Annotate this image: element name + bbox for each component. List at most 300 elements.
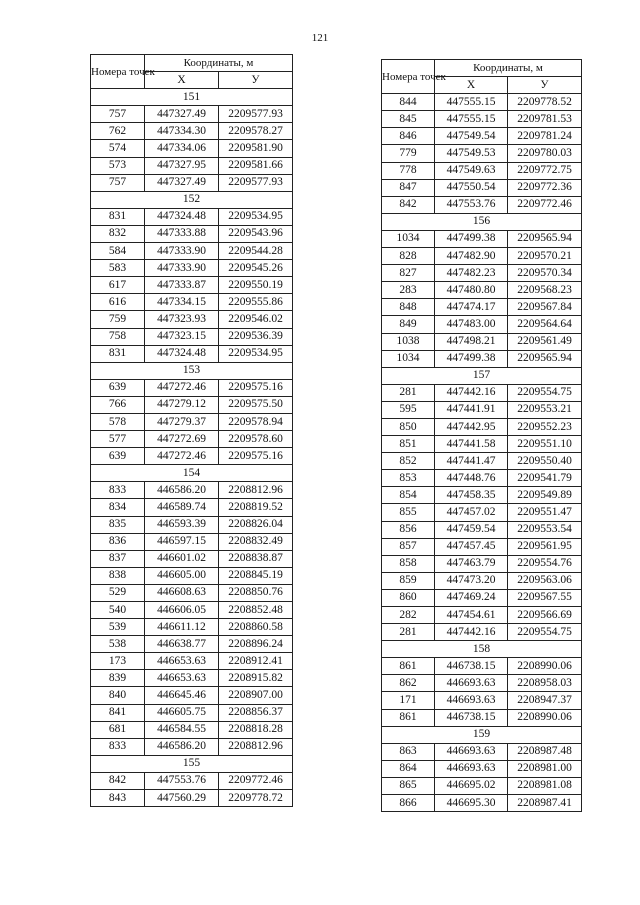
coord-x: 447483.00	[435, 316, 508, 333]
point-number: 1034	[382, 350, 435, 367]
coord-x: 446738.15	[435, 658, 508, 675]
table-row	[382, 384, 582, 401]
coord-y: 2208987.48	[508, 743, 582, 760]
table-row	[382, 265, 582, 282]
table-row	[91, 413, 293, 430]
point-number: 847	[382, 179, 435, 196]
coord-y: 2209550.40	[508, 453, 582, 470]
coord-y: 2209553.21	[508, 401, 582, 418]
table-row	[91, 533, 293, 550]
area-group-row	[91, 755, 293, 772]
table-row	[91, 482, 293, 499]
table-row	[382, 572, 582, 589]
table-row	[91, 567, 293, 584]
coord-y: 2209543.96	[219, 225, 293, 242]
point-number: 860	[382, 589, 435, 606]
coord-x: 447457.02	[435, 504, 508, 521]
coord-x: 446653.63	[145, 653, 219, 670]
coord-x: 447499.38	[435, 230, 508, 247]
point-number: 1038	[382, 333, 435, 350]
coord-x: 447458.35	[435, 487, 508, 504]
coord-x: 446645.46	[145, 687, 219, 704]
point-number: 854	[382, 487, 435, 504]
coord-y: 2209772.75	[508, 162, 582, 179]
table-row	[382, 470, 582, 487]
coord-y: 2209578.27	[219, 123, 293, 140]
coord-y: 2209549.89	[508, 487, 582, 504]
table-row	[382, 743, 582, 760]
point-number: 779	[382, 145, 435, 162]
coord-y: 2209781.53	[508, 111, 582, 128]
area-group-row	[91, 89, 293, 106]
coord-y: 2208838.87	[219, 550, 293, 567]
area-group-row	[91, 191, 293, 208]
table-row	[91, 311, 293, 328]
table-row	[382, 230, 582, 247]
coord-x: 447499.38	[435, 350, 508, 367]
point-number: 848	[382, 299, 435, 316]
coord-x: 446584.55	[145, 721, 219, 738]
coord-x: 446695.02	[435, 777, 508, 794]
coord-x: 447549.53	[435, 145, 508, 162]
coord-x: 447480.80	[435, 282, 508, 299]
point-number: 852	[382, 453, 435, 470]
coord-x: 446693.63	[435, 760, 508, 777]
left-table-body	[91, 89, 293, 807]
coord-y: 2209553.54	[508, 521, 582, 538]
table-row	[382, 624, 582, 641]
coord-x: 447482.90	[435, 248, 508, 265]
table-row	[91, 243, 293, 260]
coord-y: 2209581.90	[219, 140, 293, 157]
coord-y: 2209534.95	[219, 345, 293, 362]
table-row	[91, 345, 293, 362]
coord-y: 2209577.93	[219, 106, 293, 123]
table-row	[382, 436, 582, 453]
coord-x: 446606.05	[145, 602, 219, 619]
point-number: 283	[382, 282, 435, 299]
coord-y: 2208856.37	[219, 704, 293, 721]
coord-x: 446693.63	[435, 675, 508, 692]
point-number: 681	[91, 721, 145, 738]
point-number: 828	[382, 248, 435, 265]
coord-x: 447448.76	[435, 470, 508, 487]
coord-x: 447272.46	[145, 379, 219, 396]
coord-x: 447553.76	[435, 196, 508, 213]
table-row	[382, 795, 582, 812]
coord-x: 446653.63	[145, 670, 219, 687]
coord-x: 447474.17	[435, 299, 508, 316]
coord-x: 447333.90	[145, 243, 219, 260]
table-row	[382, 418, 582, 435]
area-group-row	[382, 726, 582, 743]
coord-y: 2208845.19	[219, 567, 293, 584]
coord-y: 2209570.21	[508, 248, 582, 265]
coord-y: 2208826.04	[219, 516, 293, 533]
coord-y: 2209577.93	[219, 174, 293, 191]
point-number: 840	[91, 687, 145, 704]
coord-x: 447549.63	[435, 162, 508, 179]
coord-y: 2208812.96	[219, 738, 293, 755]
coord-x: 447333.90	[145, 260, 219, 277]
area-number: 157	[382, 367, 582, 384]
coord-y: 2208947.37	[508, 692, 582, 709]
area-group-row	[91, 362, 293, 379]
coord-y: 2209772.46	[219, 772, 293, 789]
coord-y: 2209554.75	[508, 624, 582, 641]
coord-x: 447442.16	[435, 384, 508, 401]
point-number: 841	[91, 704, 145, 721]
table-row	[91, 106, 293, 123]
coord-x: 447473.20	[435, 572, 508, 589]
table-row	[382, 299, 582, 316]
point-number: 827	[382, 265, 435, 282]
coord-y: 2208850.76	[219, 584, 293, 601]
point-number: 281	[382, 384, 435, 401]
table-row	[382, 675, 582, 692]
coord-y: 2209551.10	[508, 436, 582, 453]
coord-y: 2208912.41	[219, 653, 293, 670]
table-row	[382, 538, 582, 555]
point-number: 578	[91, 413, 145, 430]
table-row	[91, 584, 293, 601]
coord-y: 2208981.00	[508, 760, 582, 777]
coord-x: 447441.91	[435, 401, 508, 418]
table-row	[91, 174, 293, 191]
coord-y: 2208812.96	[219, 482, 293, 499]
area-group-row	[382, 213, 582, 230]
point-number: 839	[91, 670, 145, 687]
coord-x: 446593.39	[145, 516, 219, 533]
point-number: 846	[382, 128, 435, 145]
table-row	[382, 94, 582, 111]
coord-x: 447498.21	[435, 333, 508, 350]
table-row	[91, 636, 293, 653]
table-row	[91, 379, 293, 396]
coord-x: 447555.15	[435, 111, 508, 128]
coord-x: 446589.74	[145, 499, 219, 516]
coord-x: 447454.61	[435, 607, 508, 624]
coord-x: 446601.02	[145, 550, 219, 567]
coord-x: 447333.87	[145, 277, 219, 294]
point-number: 173	[91, 653, 145, 670]
coord-x: 447442.16	[435, 624, 508, 641]
coord-y: 2209552.23	[508, 418, 582, 435]
coord-x: 447550.54	[435, 179, 508, 196]
point-number: 865	[382, 777, 435, 794]
right-table-body	[382, 94, 582, 812]
point-number: 584	[91, 243, 145, 260]
table-row	[91, 208, 293, 225]
coord-y: 2209555.86	[219, 294, 293, 311]
point-number: 864	[382, 760, 435, 777]
coord-x: 446605.75	[145, 704, 219, 721]
table-row	[91, 738, 293, 755]
coord-x: 447324.48	[145, 208, 219, 225]
coord-y: 2209565.94	[508, 350, 582, 367]
table-row	[382, 401, 582, 418]
coord-x: 447327.95	[145, 157, 219, 174]
coord-x: 447463.79	[435, 555, 508, 572]
point-number: 836	[91, 533, 145, 550]
area-number: 155	[91, 755, 293, 772]
coord-x: 447323.93	[145, 311, 219, 328]
coord-x: 447324.48	[145, 345, 219, 362]
coord-y: 2209561.95	[508, 538, 582, 555]
coord-y: 2209554.75	[508, 384, 582, 401]
point-number: 831	[91, 208, 145, 225]
point-number: 757	[91, 174, 145, 191]
coord-x: 447441.58	[435, 436, 508, 453]
area-group-row	[382, 641, 582, 658]
table-row	[382, 282, 582, 299]
area-number: 152	[91, 191, 293, 208]
point-number: 844	[382, 94, 435, 111]
area-number: 156	[382, 213, 582, 230]
coord-y: 2208987.41	[508, 795, 582, 812]
table-row	[382, 316, 582, 333]
table-row	[91, 277, 293, 294]
coord-x: 447469.24	[435, 589, 508, 606]
coord-x: 446611.12	[145, 619, 219, 636]
point-number: 617	[91, 277, 145, 294]
coord-x: 447272.69	[145, 431, 219, 448]
table-row	[382, 179, 582, 196]
coord-x: 446738.15	[435, 709, 508, 726]
coord-y: 2208896.24	[219, 636, 293, 653]
header-coordinates: Координаты, м	[145, 55, 293, 72]
coord-y: 2209536.39	[219, 328, 293, 345]
point-number: 759	[91, 311, 145, 328]
coord-y: 2209778.72	[219, 790, 293, 807]
point-number: 595	[382, 401, 435, 418]
coord-x: 447334.15	[145, 294, 219, 311]
point-number: 778	[382, 162, 435, 179]
area-group-row	[382, 367, 582, 384]
point-number: 861	[382, 709, 435, 726]
coord-y: 2209551.47	[508, 504, 582, 521]
area-number: 153	[91, 362, 293, 379]
table-row	[91, 790, 293, 807]
coord-x: 447442.95	[435, 418, 508, 435]
table-row	[382, 521, 582, 538]
point-number: 833	[91, 482, 145, 499]
coordinates-table-left	[90, 54, 293, 807]
coord-y: 2209545.26	[219, 260, 293, 277]
point-number: 577	[91, 431, 145, 448]
coord-y: 2209550.19	[219, 277, 293, 294]
coord-y: 2208907.00	[219, 687, 293, 704]
coord-y: 2209563.06	[508, 572, 582, 589]
coord-y: 2209575.16	[219, 379, 293, 396]
coord-x: 447334.06	[145, 140, 219, 157]
coord-y: 2209564.64	[508, 316, 582, 333]
coord-y: 2209546.02	[219, 311, 293, 328]
header-point-numbers: Номера точек	[382, 60, 435, 94]
point-number: 574	[91, 140, 145, 157]
table-row	[382, 145, 582, 162]
coord-x: 447334.30	[145, 123, 219, 140]
coord-x: 446608.63	[145, 584, 219, 601]
coord-x: 447333.88	[145, 225, 219, 242]
header-y: У	[508, 77, 582, 94]
table-row	[91, 653, 293, 670]
point-number: 845	[382, 111, 435, 128]
table-row	[91, 140, 293, 157]
table-row	[91, 294, 293, 311]
point-number: 171	[382, 692, 435, 709]
point-number: 843	[91, 790, 145, 807]
table-row	[382, 333, 582, 350]
area-number: 158	[382, 641, 582, 658]
point-number: 837	[91, 550, 145, 567]
coord-x: 447459.54	[435, 521, 508, 538]
coord-y: 2209575.50	[219, 396, 293, 413]
coord-x: 447441.47	[435, 453, 508, 470]
coord-x: 447482.23	[435, 265, 508, 282]
coord-y: 2208981.08	[508, 777, 582, 794]
coord-x: 446605.00	[145, 567, 219, 584]
table-row	[91, 157, 293, 174]
table-row	[91, 772, 293, 789]
coord-y: 2208818.28	[219, 721, 293, 738]
point-number: 538	[91, 636, 145, 653]
point-number: 856	[382, 521, 435, 538]
coord-y: 2209575.16	[219, 448, 293, 465]
table-row	[382, 607, 582, 624]
coord-x: 446597.15	[145, 533, 219, 550]
table-row	[382, 504, 582, 521]
coord-y: 2209566.69	[508, 607, 582, 624]
point-number: 281	[382, 624, 435, 641]
table-row	[91, 602, 293, 619]
coord-y: 2209781.24	[508, 128, 582, 145]
table-row	[382, 658, 582, 675]
point-number: 851	[382, 436, 435, 453]
table-row	[91, 328, 293, 345]
coord-x: 447457.45	[435, 538, 508, 555]
table-row	[382, 453, 582, 470]
table-row	[382, 709, 582, 726]
header-y: У	[219, 72, 293, 89]
coord-x: 446586.20	[145, 482, 219, 499]
table-row	[91, 448, 293, 465]
header-point-numbers: Номера точек	[91, 55, 145, 89]
coord-y: 2208990.06	[508, 658, 582, 675]
coord-y: 2208915.82	[219, 670, 293, 687]
coord-x: 447279.12	[145, 396, 219, 413]
coord-y: 2209568.23	[508, 282, 582, 299]
point-number: 540	[91, 602, 145, 619]
area-number: 151	[91, 89, 293, 106]
table-row	[91, 516, 293, 533]
coord-y: 2209541.79	[508, 470, 582, 487]
table-row	[382, 760, 582, 777]
coord-y: 2209780.03	[508, 145, 582, 162]
table-row	[382, 589, 582, 606]
point-number: 573	[91, 157, 145, 174]
coord-y: 2208860.58	[219, 619, 293, 636]
coord-y: 2209778.52	[508, 94, 582, 111]
point-number: 539	[91, 619, 145, 636]
coord-y: 2209578.60	[219, 431, 293, 448]
table-row	[91, 687, 293, 704]
coord-y: 2208819.52	[219, 499, 293, 516]
area-number: 159	[382, 726, 582, 743]
coordinates-table-right	[381, 59, 582, 812]
coord-x: 446693.63	[435, 743, 508, 760]
point-number: 862	[382, 675, 435, 692]
point-number: 835	[91, 516, 145, 533]
coord-y: 2209772.46	[508, 196, 582, 213]
table-row	[91, 670, 293, 687]
point-number: 857	[382, 538, 435, 555]
page-number: 121	[311, 32, 329, 44]
coord-x: 447560.29	[145, 790, 219, 807]
coord-x: 446695.30	[435, 795, 508, 812]
point-number: 859	[382, 572, 435, 589]
coord-y: 2208852.48	[219, 602, 293, 619]
table-row	[382, 350, 582, 367]
point-number: 866	[382, 795, 435, 812]
table-row	[91, 260, 293, 277]
coord-x: 447323.15	[145, 328, 219, 345]
table-row	[382, 555, 582, 572]
coord-y: 2209570.34	[508, 265, 582, 282]
point-number: 832	[91, 225, 145, 242]
point-number: 282	[382, 607, 435, 624]
table-row	[382, 248, 582, 265]
point-number: 762	[91, 123, 145, 140]
table-row	[382, 162, 582, 179]
coord-y: 2209772.36	[508, 179, 582, 196]
coord-x: 447549.54	[435, 128, 508, 145]
coord-y: 2208832.49	[219, 533, 293, 550]
table-row	[91, 225, 293, 242]
coord-x: 447553.76	[145, 772, 219, 789]
table-row	[91, 123, 293, 140]
point-number: 1034	[382, 230, 435, 247]
coord-x: 446586.20	[145, 738, 219, 755]
area-number: 154	[91, 465, 293, 482]
table-row	[382, 196, 582, 213]
coord-x: 447327.49	[145, 174, 219, 191]
point-number: 834	[91, 499, 145, 516]
coord-y: 2209567.84	[508, 299, 582, 316]
point-number: 861	[382, 658, 435, 675]
point-number: 766	[91, 396, 145, 413]
point-number: 849	[382, 316, 435, 333]
coord-x: 447555.15	[435, 94, 508, 111]
point-number: 850	[382, 418, 435, 435]
coord-y: 2209554.76	[508, 555, 582, 572]
header-x: X	[145, 72, 219, 89]
point-number: 639	[91, 448, 145, 465]
point-number: 853	[382, 470, 435, 487]
table-row	[91, 431, 293, 448]
table-row	[91, 619, 293, 636]
coord-y: 2208990.06	[508, 709, 582, 726]
table-row	[91, 499, 293, 516]
point-number: 529	[91, 584, 145, 601]
point-number: 833	[91, 738, 145, 755]
point-number: 842	[91, 772, 145, 789]
table-row	[91, 721, 293, 738]
coord-x: 447272.46	[145, 448, 219, 465]
table-row	[91, 550, 293, 567]
coord-x: 447327.49	[145, 106, 219, 123]
area-group-row	[91, 465, 293, 482]
